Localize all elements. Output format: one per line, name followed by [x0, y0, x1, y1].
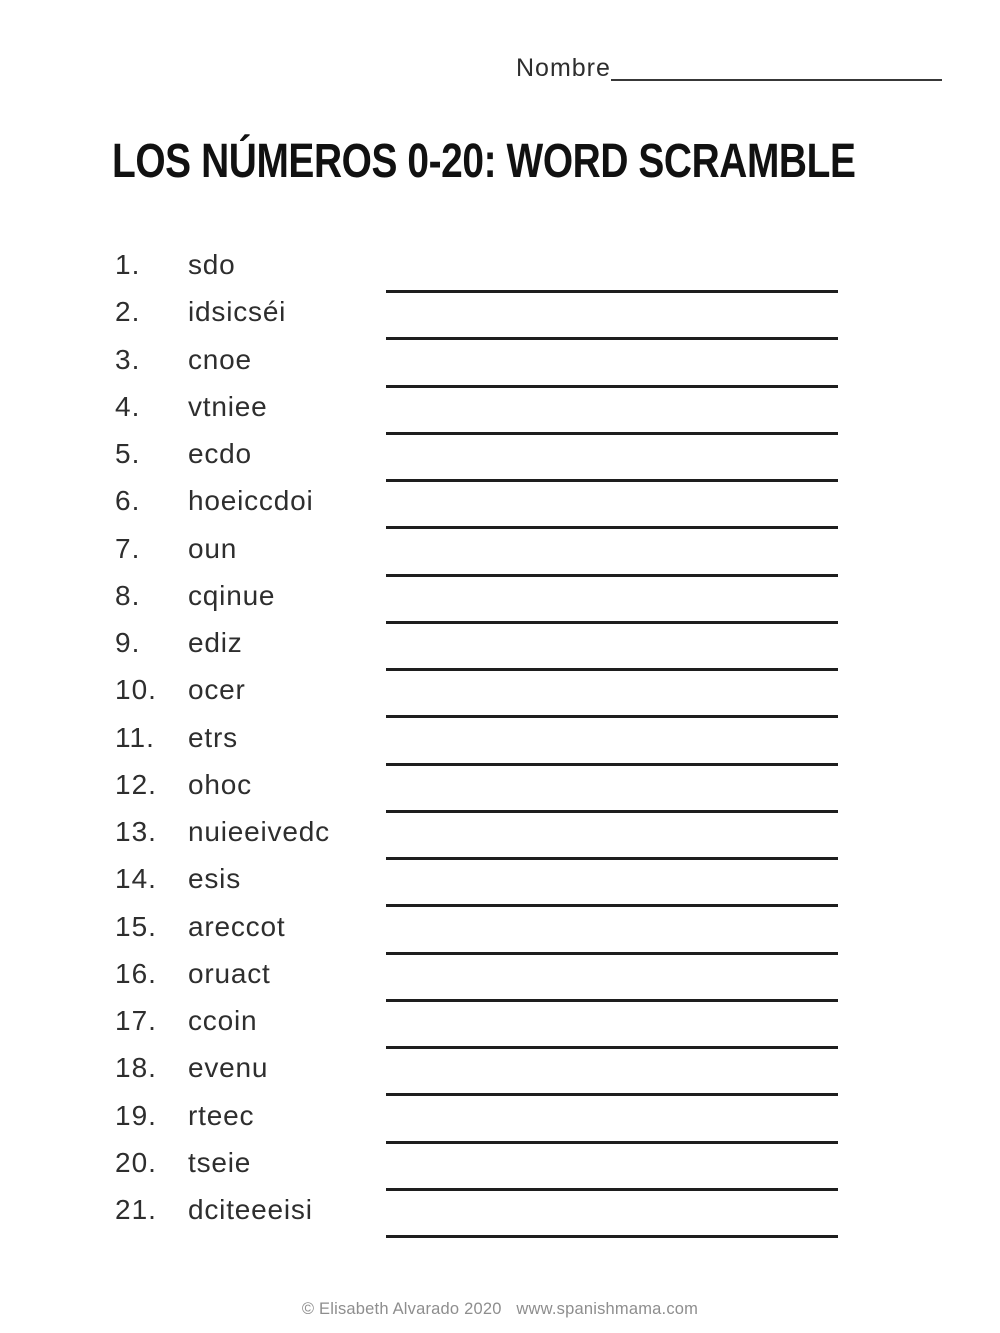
- item-scrambled-word: ccoin: [188, 1005, 258, 1036]
- item-number: 15.: [115, 910, 157, 942]
- list-item: [0, 572, 1000, 619]
- list-item: [0, 1186, 1000, 1233]
- list-item: [0, 855, 1000, 902]
- item-number: 13.: [115, 816, 157, 847]
- item-number: 9.: [115, 627, 141, 658]
- list-item: [0, 950, 1000, 997]
- list-item: [0, 383, 1000, 430]
- item-scrambled-word: cqinue: [188, 579, 276, 611]
- item-number: 16.: [115, 957, 157, 989]
- list-item: [0, 997, 1000, 1044]
- list-item: [0, 808, 1000, 855]
- item-number: 18.: [115, 1052, 157, 1084]
- list-item: [0, 666, 1000, 713]
- item-number: 2.: [115, 296, 141, 328]
- item-scrambled-word: evenu: [188, 1052, 269, 1084]
- item-number: 7.: [115, 532, 141, 564]
- item-scrambled-word: ohoc: [188, 768, 252, 800]
- item-number: 11.: [115, 721, 155, 753]
- item-scrambled-word: dciteeeisi: [188, 1194, 313, 1225]
- list-item: [0, 1092, 1000, 1139]
- item-scrambled-word: ocer: [188, 674, 246, 706]
- item-number: 4.: [115, 390, 141, 422]
- footer-url-link[interactable]: www.spanishmama.com: [516, 1300, 699, 1318]
- list-item: [0, 1139, 1000, 1186]
- list-item: [0, 525, 1000, 572]
- item-scrambled-word: areccot: [188, 910, 286, 942]
- item-number: 14.: [115, 863, 157, 895]
- list-item: [0, 714, 1000, 761]
- item-number: 5.: [115, 438, 141, 469]
- item-scrambled-word: cnoe: [188, 343, 252, 375]
- footer-copyright: © Elisabeth Alvarado 2020: [301, 1300, 502, 1318]
- list-item: [0, 430, 1000, 477]
- item-number: 12.: [115, 768, 157, 800]
- item-scrambled-word: nuieeivedc: [188, 816, 330, 847]
- page-title: LOS NÚMEROS 0-20: WORD SCRAMBLE: [112, 135, 856, 188]
- item-scrambled-word: vtniee: [188, 390, 268, 422]
- name-label: Nombre: [516, 54, 611, 82]
- answer-line[interactable]: [386, 1235, 838, 1238]
- item-number: 19.: [115, 1099, 157, 1131]
- list-item: [0, 336, 1000, 383]
- item-number: 21.: [115, 1194, 157, 1225]
- item-scrambled-word: rteec: [188, 1099, 255, 1131]
- footer: [0, 1300, 1000, 1319]
- item-scrambled-word: ediz: [188, 627, 243, 658]
- list-item: [0, 761, 1000, 808]
- item-number: 1.: [115, 249, 141, 280]
- item-scrambled-word: tseie: [188, 1146, 252, 1178]
- list-item: [0, 1044, 1000, 1091]
- item-scrambled-word: oruact: [188, 957, 271, 989]
- item-scrambled-word: etrs: [188, 721, 238, 753]
- item-scrambled-word: ecdo: [188, 438, 252, 469]
- item-scrambled-word: esis: [188, 863, 241, 895]
- list-item: [0, 241, 1000, 288]
- list-item: [0, 288, 1000, 335]
- item-number: 3.: [115, 343, 141, 375]
- item-scrambled-word: sdo: [188, 249, 236, 280]
- item-number: 17.: [115, 1005, 157, 1036]
- item-scrambled-word: oun: [188, 532, 238, 564]
- item-number: 8.: [115, 579, 141, 611]
- item-number: 10.: [115, 674, 157, 706]
- list-item: [0, 903, 1000, 950]
- list-item: [0, 477, 1000, 524]
- item-number: 20.: [115, 1146, 157, 1178]
- item-scrambled-word: idsicséi: [188, 296, 287, 328]
- item-scrambled-word: hoeiccdoi: [188, 485, 314, 517]
- list-item: [0, 619, 1000, 666]
- item-number: 6.: [115, 485, 141, 517]
